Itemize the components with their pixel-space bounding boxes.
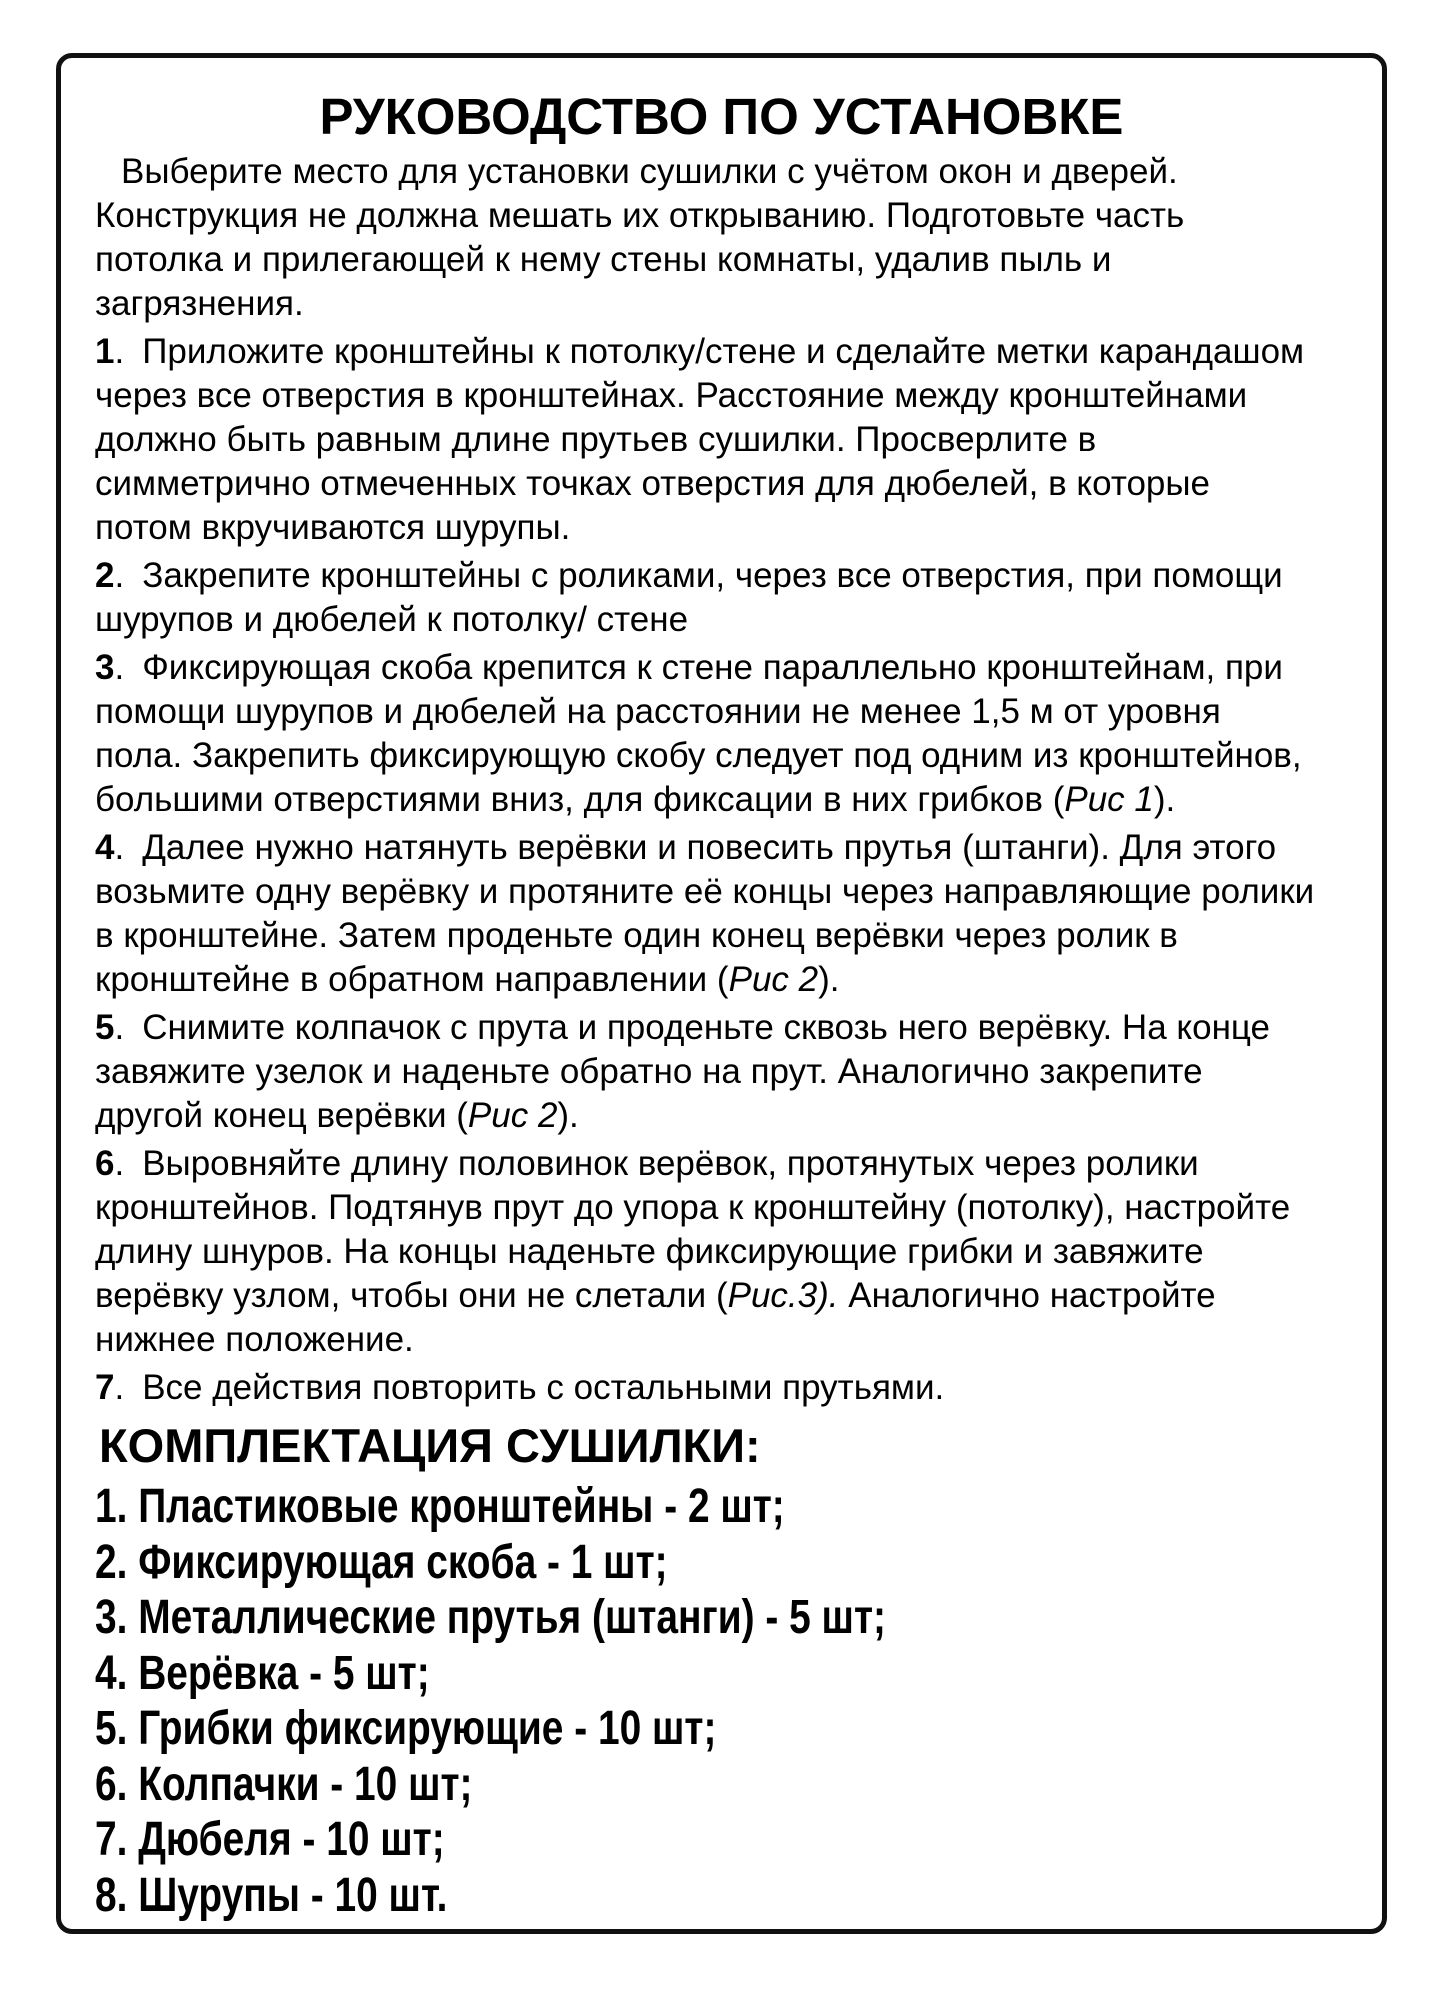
step-line: [95, 914, 1348, 958]
step-line: [95, 598, 1348, 642]
step-number-dot: .: [114, 1144, 125, 1183]
steps-list: [95, 330, 1348, 1410]
step-text: длину шнуров. На концы наденьте фиксирующие грибки и завяжите: [95, 1232, 1204, 1271]
step-number: 7: [95, 1368, 115, 1407]
step-text: Закрепите кронштейны с роликами, через все отверстия, при помощи: [142, 556, 1283, 595]
kit-item-text: 6. Колпачки - 10 шт;: [95, 1757, 473, 1811]
step-number: 3: [95, 648, 115, 687]
step-line: [95, 554, 1348, 598]
intro-line: потолка и прилегающей к нему стены комнаты, удалив пыль и: [95, 240, 1112, 279]
step-text: Приложите кронштейны к потолку/стене и сделайте метки карандашом: [142, 332, 1305, 371]
step-line: [95, 418, 1348, 462]
step-text: должно быть равным длине прутьев сушилки. Просверлите в: [95, 420, 1097, 459]
kit-item-text: 7. Дюбеля - 10 шт;: [95, 1813, 445, 1866]
figure-reference: Рис 2: [728, 960, 819, 999]
kit-item: [95, 1646, 1348, 1702]
step-number: 1: [95, 332, 115, 371]
step-line: [95, 1050, 1348, 1094]
step-3: [95, 646, 1348, 822]
figure-reference: Рис 2: [467, 1096, 558, 1135]
kit-item: [95, 1812, 1348, 1868]
step-line: [95, 374, 1348, 418]
kit-item: [95, 1479, 1348, 1535]
kit-item: [95, 1701, 1348, 1757]
step-text: через все отверстия в кронштейнах. Расстояние между кронштейнами: [95, 376, 1248, 415]
step-text: Далее нужно натянуть верёвки и повесить прутья (штанги). Для этого: [142, 828, 1277, 867]
kit-item: [95, 1590, 1348, 1646]
step-text: Снимите колпачок с прута и проденьте сквозь него верёвку. На конце: [142, 1008, 1271, 1047]
step-number: 5: [95, 1008, 115, 1047]
step-number: 2: [95, 556, 115, 595]
step-line: [95, 1006, 1348, 1050]
step-line: [95, 462, 1348, 506]
step-7: [95, 1366, 1348, 1410]
step-text: Все действия повторить с остальными прутьями.: [142, 1368, 945, 1407]
kit-item: [95, 1757, 1348, 1813]
step-text: ).: [1153, 780, 1176, 819]
step-line: [95, 1142, 1348, 1186]
step-text: Выровняйте длину половинок верёвок, протянутых через ролики: [142, 1144, 1199, 1183]
step-line: [95, 506, 1348, 550]
page-title: РУКОВОДСТВО ПО УСТАНОВКЕ: [319, 88, 1124, 145]
figure-reference: Рис 1: [1064, 780, 1154, 819]
kit-item-text: 8. Шурупы - 10 шт.: [95, 1868, 448, 1922]
step-number-dot: .: [114, 1368, 125, 1407]
step-1: [95, 330, 1348, 550]
step-number: 4: [95, 828, 115, 867]
step-text: симметрично отмеченных точках отверстия для дюбелей, в которые: [95, 464, 1211, 503]
step-text: Фиксирующая скоба крепится к стене параллельно кронштейнам, при: [142, 648, 1283, 687]
step-line: [95, 1230, 1348, 1274]
step-text: завяжите узелок и наденьте обратно на прут. Аналогично закрепите: [95, 1052, 1203, 1091]
step-text: другой конец верёвки (: [95, 1096, 468, 1135]
kit-item: [95, 1535, 1348, 1591]
step-text: большими отверстиями вниз, для фиксации в них грибков (: [95, 780, 1065, 819]
step-line: [95, 1186, 1348, 1230]
step-text: ).: [818, 960, 840, 999]
step-line: [95, 826, 1348, 870]
step-number: 6: [95, 1144, 115, 1183]
step-text: верёвку узлом, чтобы они не слетали (: [95, 1276, 728, 1315]
kit-item-text: 3. Металлические прутья (штанги) - 5 шт;: [95, 1591, 886, 1644]
step-number-dot: .: [114, 648, 125, 687]
kit-item-text: 1. Пластиковые кронштейны - 2 шт;: [95, 1480, 785, 1533]
intro-line: Конструкция не должна мешать их открыванию. Подготовьте часть: [95, 196, 1185, 235]
step-line: [95, 1318, 1348, 1362]
step-number-dot: .: [114, 1008, 125, 1047]
step-line: [95, 690, 1348, 734]
step-line: [95, 1094, 1348, 1138]
step-5: [95, 1006, 1348, 1138]
step-text: кронштейне в обратном направлении (: [95, 960, 729, 999]
step-line: [95, 646, 1348, 690]
step-6: [95, 1142, 1348, 1362]
step-text: Аналогично настройте: [838, 1276, 1216, 1315]
kit-list: [95, 1479, 1348, 1923]
kit-item-text: 4. Верёвка - 5 шт;: [95, 1646, 430, 1700]
kit-item-text: 2. Фиксирующая скоба - 1 шт;: [95, 1535, 668, 1589]
step-text: в кронштейне. Затем проденьте один конец верёвки через ролик в: [95, 916, 1178, 955]
step-number-dot: .: [114, 828, 125, 867]
figure-reference: Рис.3).: [727, 1276, 839, 1315]
step-line: [95, 870, 1348, 914]
instruction-sheet-frame: [56, 53, 1387, 1934]
step-text: помощи шурупов и дюбелей на расстоянии не менее 1,5 м от уровня: [95, 692, 1221, 731]
kit-item-text: 5. Грибки фиксирующие - 10 шт;: [95, 1702, 717, 1755]
step-line: [95, 958, 1348, 1002]
intro-line: Выберите место для установки сушилки с учётом окон и дверей.: [121, 152, 1178, 191]
step-text: шурупов и дюбелей к потолку/ стене: [95, 600, 689, 639]
step-text: ).: [557, 1096, 579, 1135]
kit-item: [95, 1868, 1348, 1924]
step-text: потом вкручиваются шурупы.: [95, 508, 571, 547]
intro-paragraph: [95, 150, 1348, 326]
step-line: [95, 1366, 1348, 1410]
step-2: [95, 554, 1348, 642]
intro-line: загрязнения.: [95, 284, 304, 323]
step-line: [95, 330, 1348, 374]
kit-heading: КОМПЛЕКТАЦИЯ СУШИЛКИ:: [99, 1419, 761, 1472]
step-line: [95, 734, 1348, 778]
step-text: пола. Закрепить фиксирующую скобу следует под одним из кронштейнов,: [95, 736, 1302, 775]
step-number-dot: .: [114, 556, 125, 595]
step-line: [95, 778, 1348, 822]
step-4: [95, 826, 1348, 1002]
step-line: [95, 1274, 1348, 1318]
step-text: возьмите одну верёвку и протяните её концы через направляющие ролики: [95, 872, 1315, 911]
step-number-dot: .: [114, 332, 125, 371]
step-text: кронштейнов. Подтянув прут до упора к кронштейну (потолку), настройте: [95, 1188, 1291, 1227]
step-text: нижнее положение.: [95, 1320, 414, 1359]
